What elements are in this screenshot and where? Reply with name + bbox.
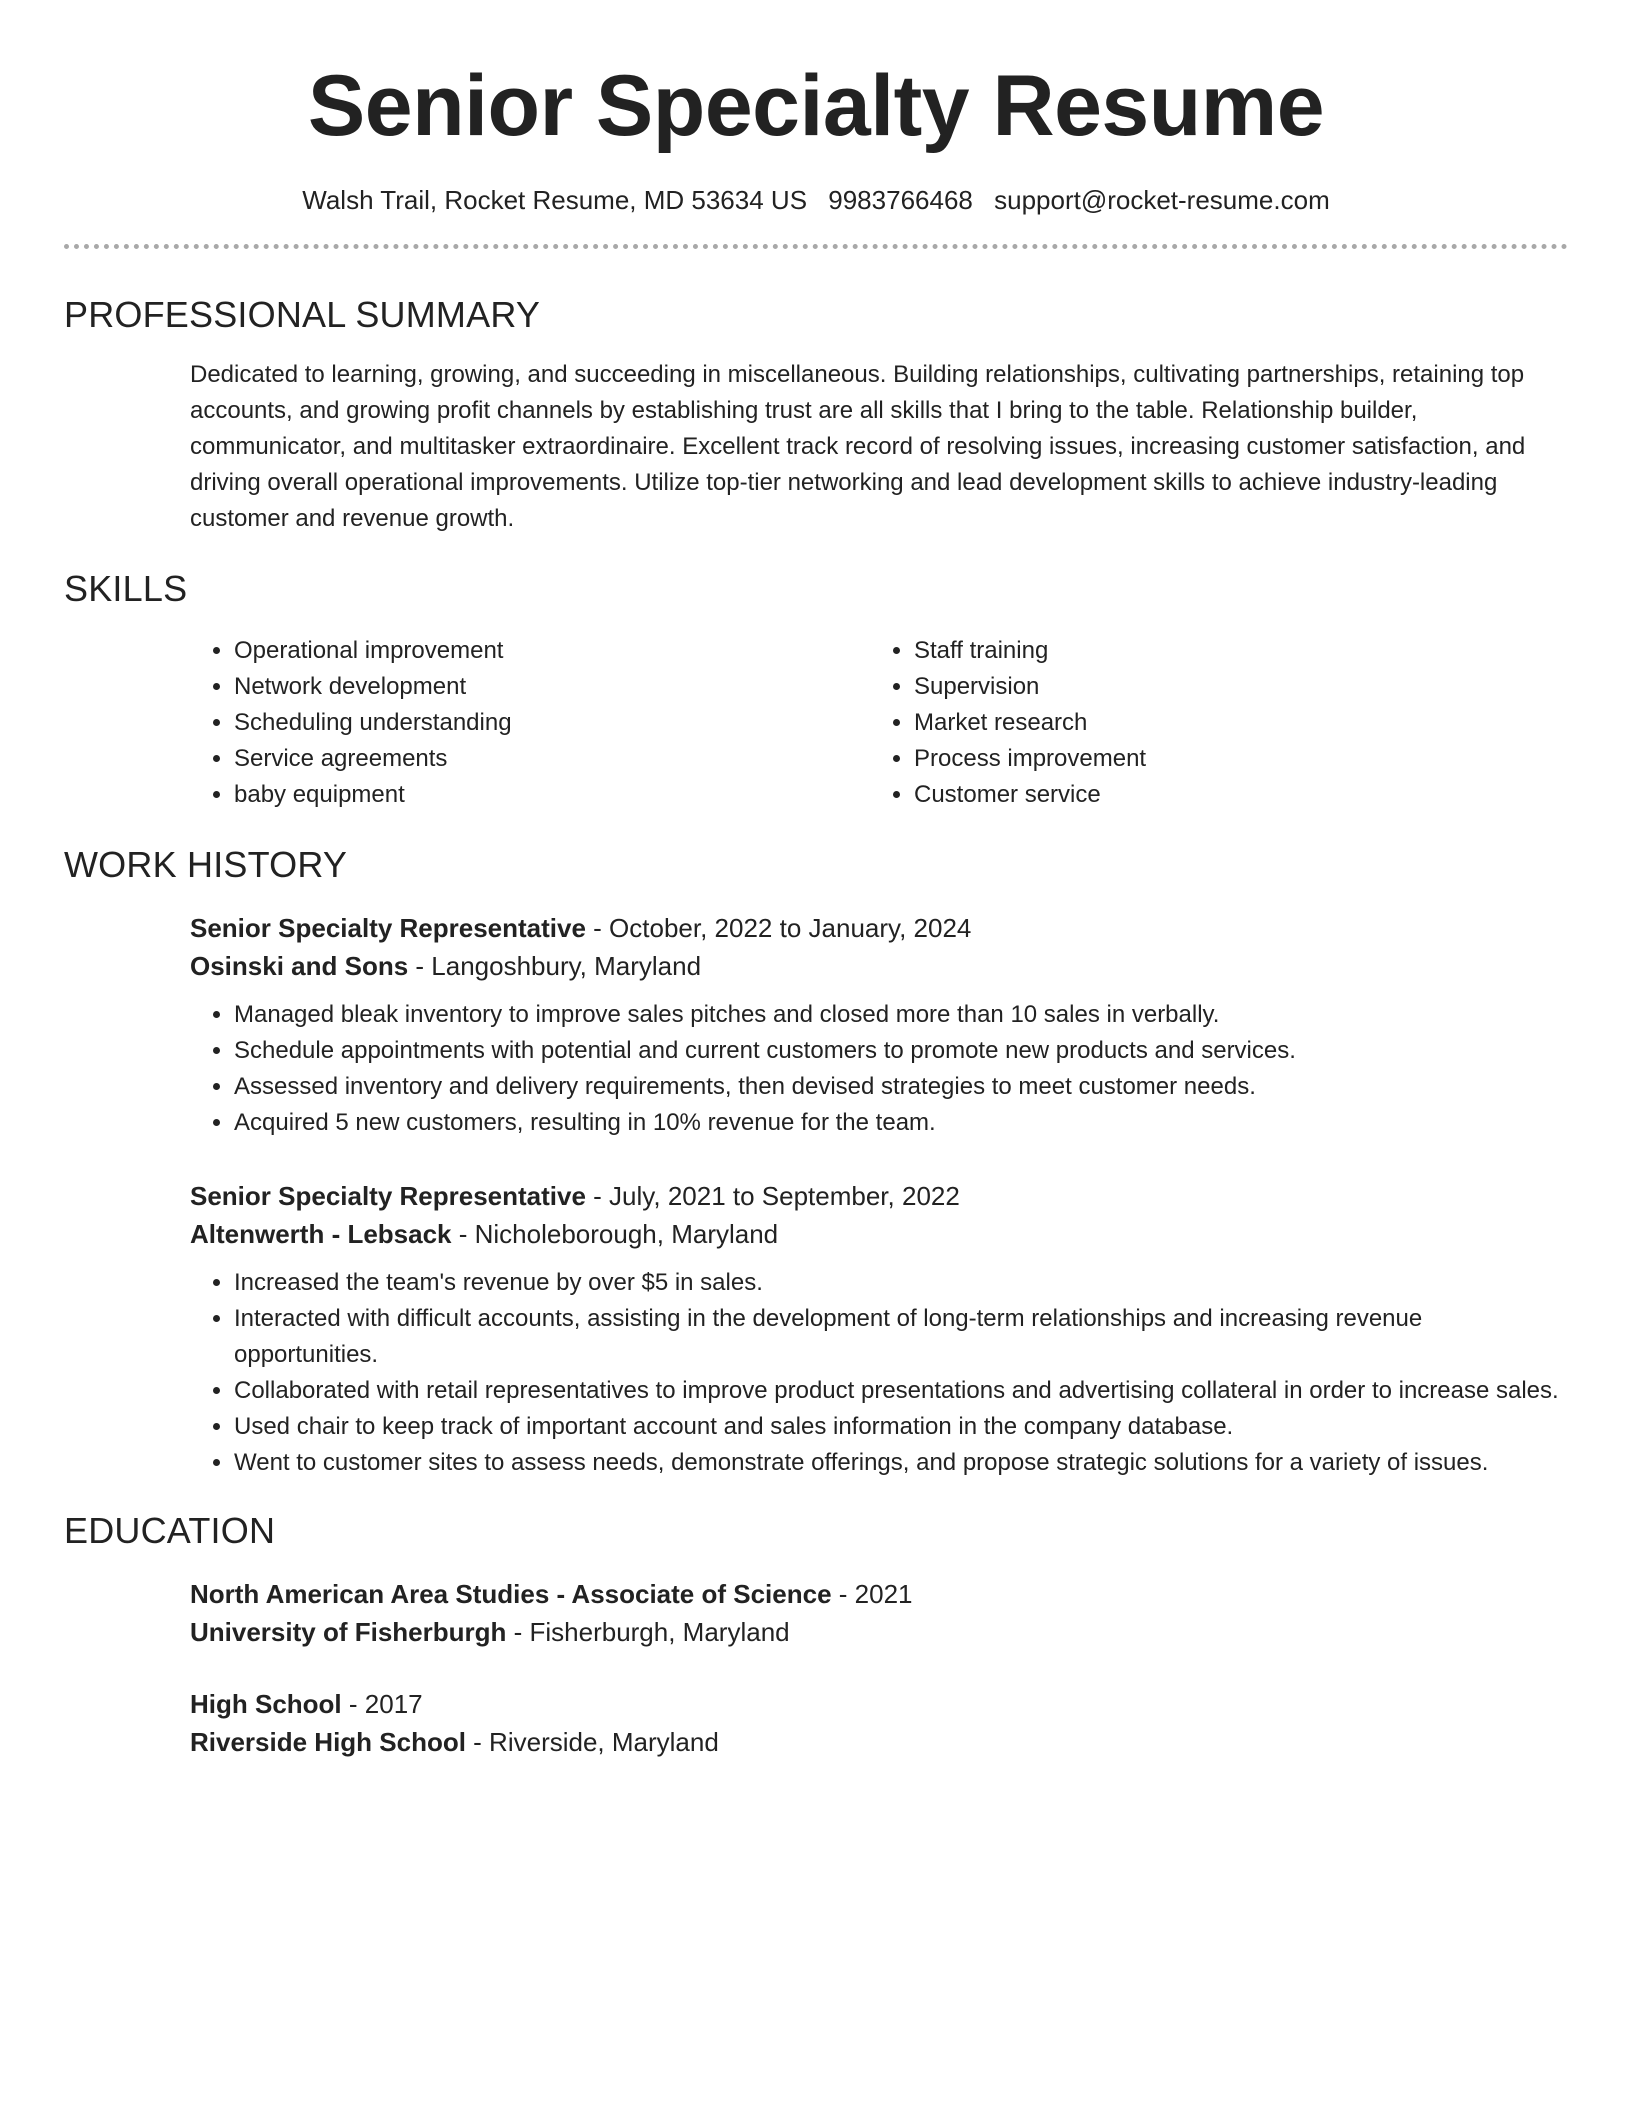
job-bullet: • Collaborated with retail representatives to improve product presentations and advertising collateral in order to increase sales. (234, 1373, 1568, 1409)
education-year: - 2021 (831, 1579, 913, 1609)
job-bullet: • Used chair to keep track of important account and sales information in the company database. (234, 1409, 1568, 1445)
education-degree: High School (190, 1689, 342, 1719)
job-bullets (190, 1265, 1568, 1481)
job-bullet: • Went to customer sites to assess needs, demonstrate offerings, and propose strategic solutions for a variety of issues. (234, 1445, 1568, 1481)
job-dates: - October, 2022 to January, 2024 (585, 913, 972, 943)
job-dates: - July, 2021 to September, 2022 (585, 1181, 960, 1211)
skill-item: • Market research (914, 705, 1146, 741)
skill-item: • baby equipment (234, 777, 870, 813)
job-bullet: • Assessed inventory and delivery requirements, then devised strategies to meet customer needs. (234, 1069, 1568, 1105)
resume-title: Senior Specialty Resume (307, 58, 1325, 154)
contact-address: Walsh Trail, Rocket Resume, MD 53634 US (302, 185, 808, 215)
education-degree: North American Area Studies - Associate of Science (190, 1579, 832, 1609)
skill-item: • Staff training (914, 633, 1146, 669)
skill-item: • Network development (234, 669, 870, 705)
job-role-line (190, 909, 1568, 947)
education-school: University of Fisherburgh (190, 1617, 507, 1647)
section-title-skills: SKILLS (64, 568, 188, 609)
education-school-line (190, 1723, 1568, 1761)
job-company-line (190, 947, 1568, 985)
job-company: Osinski and Sons (190, 951, 409, 981)
job-location: - Nicholeborough, Maryland (451, 1219, 779, 1249)
job-company-line (190, 1215, 1568, 1253)
job-bullet: • Interacted with difficult accounts, assisting in the development of long-term relationships and increasing revenue opportunities. (234, 1301, 1568, 1373)
skill-item: • Service agreements (234, 741, 870, 777)
job-role: Senior Specialty Representative (190, 913, 586, 943)
job-role-line (190, 1177, 1568, 1215)
job-entry (190, 1177, 1568, 1481)
skill-item: • Supervision (914, 669, 1146, 705)
contact-phone: 9983766468 (828, 185, 973, 215)
job-role: Senior Specialty Representative (190, 1181, 586, 1211)
skill-item: • Operational improvement (234, 633, 870, 669)
job-bullet: • Acquired 5 new customers, resulting in 10% revenue for the team. (234, 1105, 1568, 1141)
section-title-summary: PROFESSIONAL SUMMARY (64, 294, 541, 335)
education-location: - Riverside, Maryland (465, 1727, 719, 1757)
skill-item: • Customer service (914, 777, 1146, 813)
section-title-education: EDUCATION (64, 1510, 276, 1551)
job-bullet: • Managed bleak inventory to improve sales pitches and closed more than 10 sales in verbally. (234, 997, 1568, 1033)
job-bullet: • Schedule appointments with potential and current customers to promote new products and services. (234, 1033, 1568, 1069)
job-bullets (190, 997, 1568, 1141)
skills-list-right (870, 633, 1146, 813)
education-school-line (190, 1613, 1568, 1651)
summary-text: Dedicated to learning, growing, and succeeding in miscellaneous. Building relationships, cultivating partnerships, retaining top accounts, and growing profit channels by establishing trust are all skills that I bring to the table. Relationship builder, communicator, and multitasker extraordinaire. Excellent track record of resolving issues, increasing customer satisfaction, and driving overall operational improvements. Utilize top-tier networking and lead development skills to achieve industry-leading customer and revenue growth. (190, 361, 1526, 532)
job-company: Altenwerth - Lebsack (190, 1219, 452, 1249)
section-title-work: WORK HISTORY (64, 844, 348, 885)
skills-list-left (190, 633, 870, 813)
education-degree-line (190, 1575, 1568, 1613)
contact-line (64, 184, 1568, 216)
education-entry (190, 1575, 1568, 1651)
education-degree-line (190, 1685, 1568, 1723)
education-location: - Fisherburgh, Maryland (506, 1617, 790, 1647)
job-bullet: • Increased the team's revenue by over $5 in sales. (234, 1265, 1568, 1301)
skill-item: • Process improvement (914, 741, 1146, 777)
job-entry (190, 909, 1568, 1141)
header-divider (64, 244, 1568, 249)
education-school: Riverside High School (190, 1727, 466, 1757)
skill-item: • Scheduling understanding (234, 705, 870, 741)
contact-email: support@rocket-resume.com (994, 185, 1330, 215)
education-entry (190, 1685, 1568, 1761)
skills-grid (190, 633, 1568, 813)
job-location: - Langoshbury, Maryland (408, 951, 702, 981)
education-year: - 2017 (341, 1689, 423, 1719)
